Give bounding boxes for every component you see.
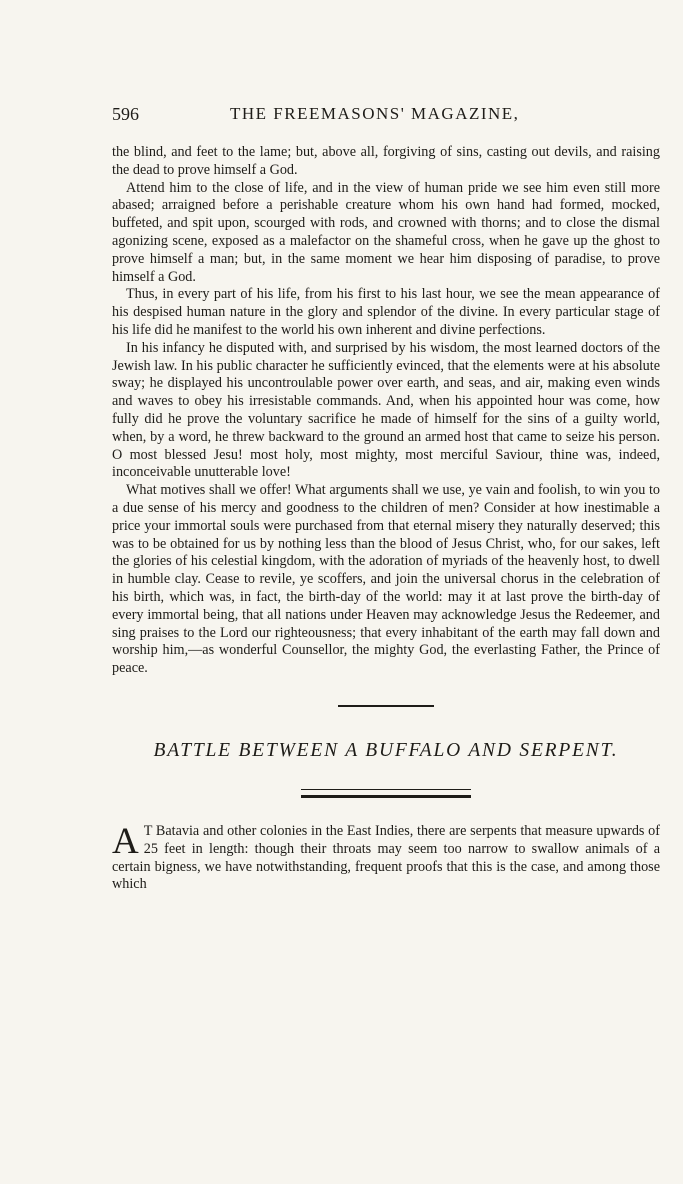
page-header [112, 104, 660, 134]
drop-cap: A [112, 820, 139, 862]
sermon-text [112, 144, 660, 678]
paragraph: In his infancy he disputed with, and surprised by his wisdom, the most learned doctors of the Jewish law. In his public character he sufficiently evinced, that the elements were at his absolute sway; he displayed his uncontroulable power over earth, and seas, and air, making even winds and waves to obey his irresistable commands. And, when his appointed hour was come, how fully did he prove the voluntary sacrifice he made of himself for the sins of a guilty world, when, by a word, he threw backward to the ground an armed host that came to seize his person. O most blessed Jesu! most holy, most mighty, most merciful Saviour, thine was, indeed, inconceivable unutterable love! [112, 339, 660, 481]
article-opening: T Batavia and other colonies in the East Indies, there are serpents that measure upwards of 25 feet in length: though their throats may seem too narrow to swallow animals of a certain bigness, we have notwithstanding, frequent proofs that this is the case, and among those which [112, 822, 660, 893]
section-divider [338, 705, 434, 707]
running-title: THE FREEMASONS' MAGAZINE, [230, 104, 520, 123]
heading-rule [301, 789, 471, 798]
paragraph: Attend him to the close of life, and in the view of human pride we see him even still more abased; arraigned before a perishable creature whom his own hand had formed, mocked, buffeted, and spit upon, scourged with rods, and crowned with thorns; and to close the dismal agonizing scene, exposed as a malefactor on the shameful cross, when he gave up the ghost to prove himself a man; but, in the same moment we hear him disposing of paradise, to prove himself a God. [112, 179, 660, 285]
page-number: 596 [112, 104, 139, 124]
article-heading: BATTLE BETWEEN A BUFFALO AND SERPENT. [153, 739, 619, 761]
page [112, 104, 660, 894]
paragraph: the blind, and feet to the lame; but, above all, forgiving of sins, casting out devils, and raising the dead to prove himself a God. [112, 144, 660, 178]
paragraph: What motives shall we offer! What arguments shall we use, ye vain and foolish, to win you to a due sense of his mercy and goodness to the children of men? Consider at how inestimable a price your immortal souls were purchased from that eternal misery they naturally deserved; this was to be obtained for us by nothing less than the blood of Jesus Christ, who, for our sakes, left the glories of his celestial kingdom, with the adoration of myriads of the heavenly host, to dwell in humble clay. Cease to revile, ye scoffers, and join the universal chorus in the celebration of his birth, which was, in fact, the birth-day of the world: may it at last prove the birth-day of every immortal being, that all nations under Heaven may acknowledge Jesus the Redeemer, and sing praises to the Lord our righteousness; that every inhabitant of the earth may fall down and worship him,—as wonderful Counsellor, the mighty God, the everlasting Father, the Prince of peace. [112, 482, 660, 677]
article-text [112, 820, 660, 894]
paragraph: Thus, in every part of his life, from his first to his last hour, we see the mean appearance of his despised human nature in the glory and splendor of the divine. In every particular stage of his life did he manifest to the world his own inherent and divine perfections. [112, 286, 660, 338]
